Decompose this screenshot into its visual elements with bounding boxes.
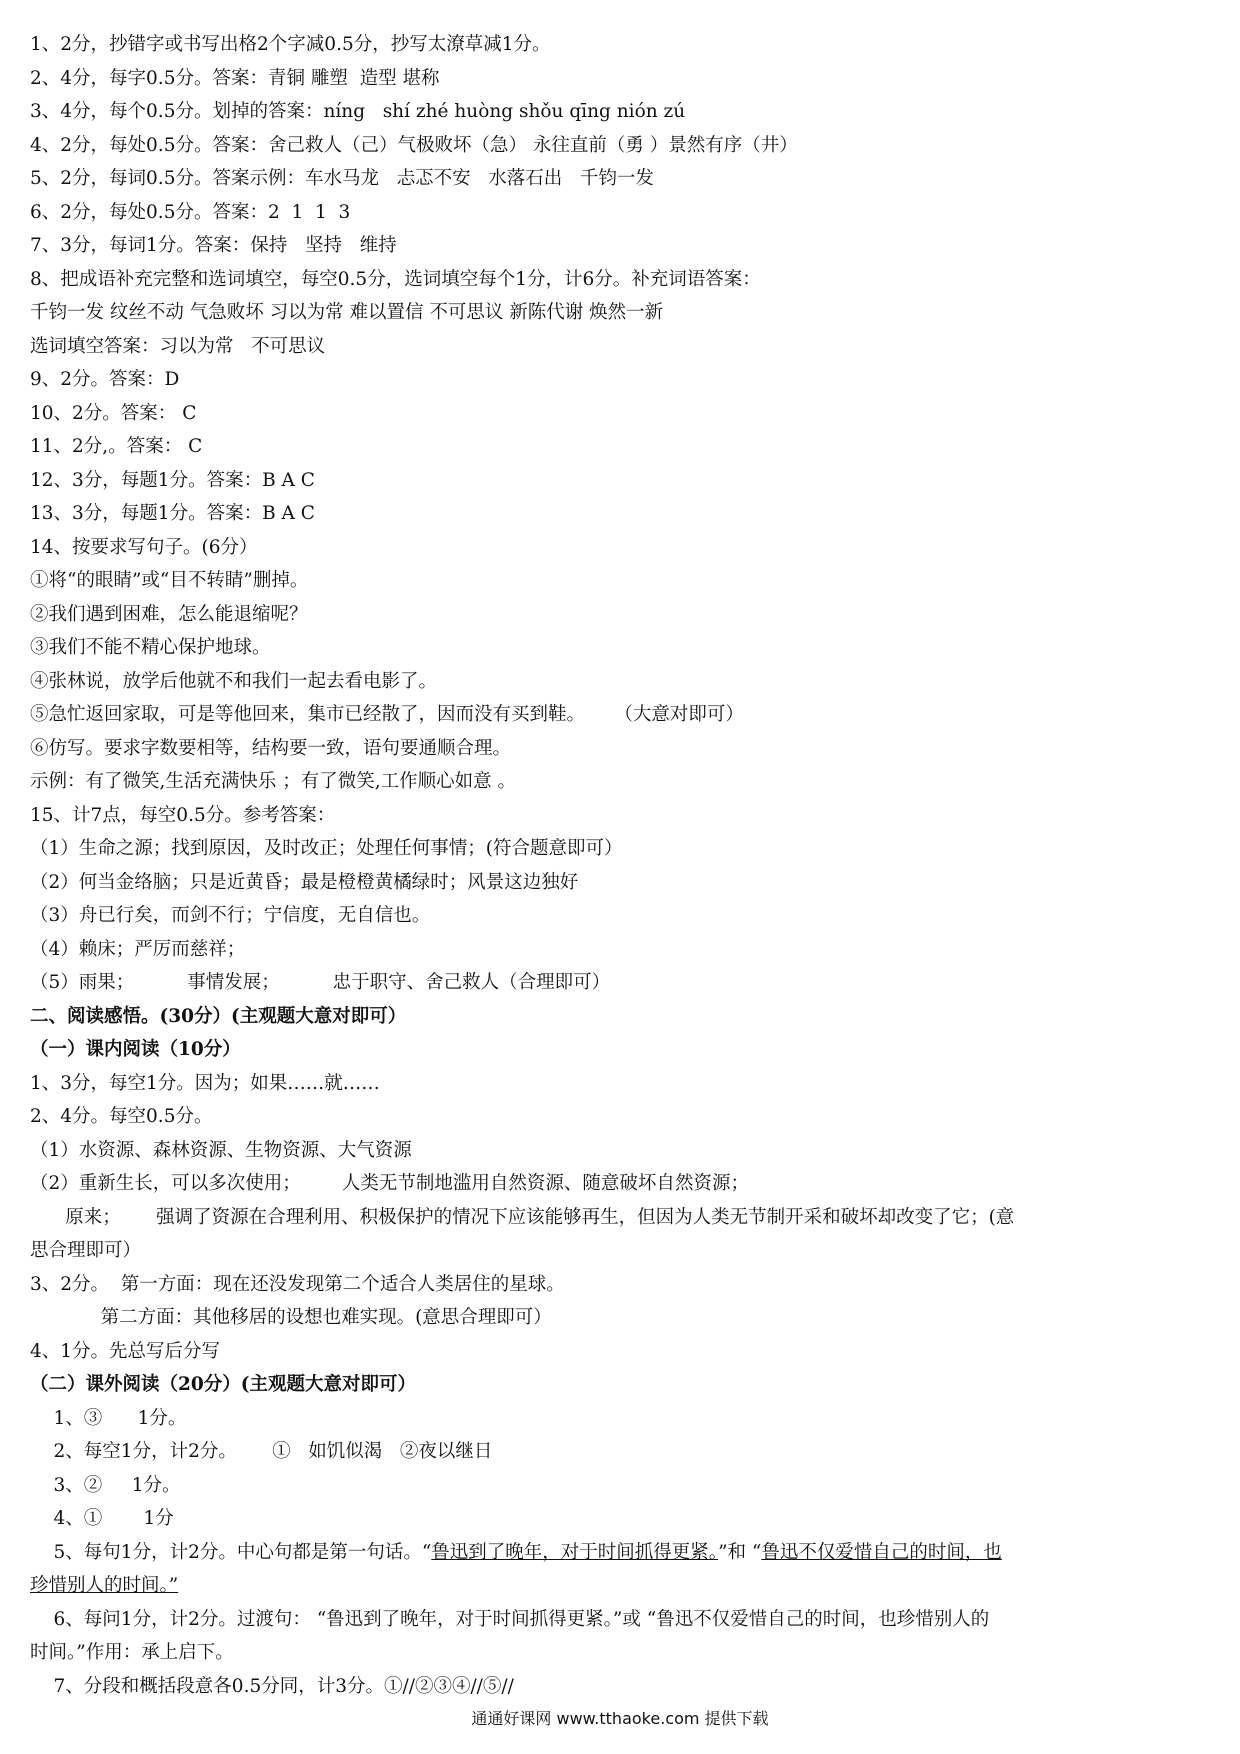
answer-key-document <box>30 28 1210 1703</box>
answer-line <box>30 1402 1210 1436</box>
answer-line <box>30 1536 1210 1570</box>
line-text: 思合理即可） <box>30 1240 142 1261</box>
line-text: 3、② 1分。 <box>30 1474 181 1496</box>
line-text: 12、3分，每题1分。答案：B A C <box>30 469 315 491</box>
answer-line <box>30 464 1210 498</box>
answer-line <box>30 665 1210 699</box>
answer-line <box>30 1201 1210 1235</box>
line-text: 7、分段和概括段意各0.5分同，计3分。①//②③④//⑤// <box>30 1675 514 1697</box>
line-text: 2、每空1分，计2分。 ① 如饥似渴 ②夜以继日 <box>30 1441 493 1462</box>
answer-line <box>30 162 1210 196</box>
line-text: （2）何当金络脑；只是近黄昏；最是橙橙黄橘绿时；风景这边独好 <box>30 871 579 893</box>
answer-line <box>30 698 1210 732</box>
answer-line <box>30 330 1210 364</box>
answer-line <box>30 1234 1210 1268</box>
answer-line <box>30 564 1210 598</box>
line-text: 1、③ 1分。 <box>30 1407 187 1429</box>
answer-line <box>30 430 1210 464</box>
line-text: （4）赖床；严厉而慈祥； <box>30 938 246 960</box>
answer-line <box>30 497 1210 531</box>
answer-line <box>30 28 1210 62</box>
answer-line <box>30 933 1210 967</box>
underlined-text: 珍惜别人的时间。” <box>30 1575 179 1596</box>
line-text: 9、2分。答案：D <box>30 369 180 390</box>
answer-line <box>30 1603 1210 1637</box>
answer-line <box>30 1569 1210 1603</box>
line-text: 6、每问1分，计2分。过渡句： “鲁迅到了晚年，对于时间抓得更紧。”或 “鲁迅不仅爱惜自己的时间，也珍惜别人的 <box>30 1608 990 1630</box>
line-text: 4、1分。先总写后分写 <box>30 1340 221 1362</box>
line-text: 5、每句1分，计2分。中心句都是第一句话。“ <box>30 1541 432 1563</box>
answer-line <box>30 1502 1210 1536</box>
line-text: ④张林说，放学后他就不和我们一起去看电影了。 <box>30 670 438 692</box>
answer-line <box>30 1268 1210 1302</box>
line-text: ⑥仿写。要求字数要相等，结构要一致，语句要通顺合理。 <box>30 737 512 759</box>
line-text: 示例：有了微笑,生活充满快乐 ；有了微笑,工作顺心如意 。 <box>30 771 517 792</box>
line-text: （5）雨果； 事情发展； 忠于职守、舍己救人（合理即可） <box>30 972 611 993</box>
answer-line <box>30 363 1210 397</box>
underlined-text: 鲁迅不仅爱惜自己的时间，也 <box>761 1541 1002 1563</box>
answer-line <box>30 1368 1210 1402</box>
answer-line <box>30 1335 1210 1369</box>
line-text: （二）课外阅读（20分）(主观题大意对即可） <box>30 1374 416 1395</box>
answer-line <box>30 229 1210 263</box>
answer-line <box>30 1469 1210 1503</box>
line-text: 8、把成语补充完整和选词填空，每空0.5分，选词填空每个1分，计6分。补充词语答案： <box>30 268 761 290</box>
line-text: ”和 “ <box>718 1541 762 1563</box>
answer-line <box>30 866 1210 900</box>
answer-line <box>30 899 1210 933</box>
answer-line <box>30 1670 1210 1704</box>
line-text: 原来； 强调了资源在合理利用、积极保护的情况下应该能够再生，但因为人类无节制开采和破坏却改变了它；(意 <box>30 1206 1015 1228</box>
underlined-text: 鲁迅到了晚年，对于时间抓得更紧。 <box>431 1541 719 1563</box>
line-text: 2、4分，每字0.5分。答案：青铜 雕塑 造型 堪称 <box>30 67 440 89</box>
line-text: （1）生命之源；找到原因，及时改正；处理任何事情；(符合题意即可） <box>30 838 623 859</box>
line-text: 4、2分，每处0.5分。答案：舍己救人（己）气极败坏（急） 永往直前（勇 ）景然有序（井） <box>30 134 798 156</box>
answer-line <box>30 531 1210 565</box>
page-footer: 通通好课网 www.tthaoke.com 提供下载 <box>471 1709 769 1728</box>
line-text: ⑤急忙返回家取，可是等他回来，集市已经散了，因而没有买到鞋。 （大意对即可） <box>30 704 744 725</box>
line-text: （2）重新生长，可以多次使用； 人类无节制地滥用自然资源、随意破坏自然资源； <box>30 1173 749 1194</box>
answer-line <box>30 1100 1210 1134</box>
line-text: 7、3分，每词1分。答案：保持 坚持 维持 <box>30 235 397 256</box>
line-text: 6、2分，每处0.5分。答案：2 1 1 3 <box>30 201 351 223</box>
line-text: 时间。”作用：承上启下。 <box>30 1642 234 1663</box>
answer-line <box>30 1000 1210 1034</box>
line-text: 1、3分，每空1分。因为；如果……就…… <box>30 1072 380 1094</box>
answer-line <box>30 598 1210 632</box>
line-text: （1）水资源、森林资源、生物资源、大气资源 <box>30 1139 412 1161</box>
line-text: 2、4分。每空0.5分。 <box>30 1106 213 1127</box>
answer-line <box>30 631 1210 665</box>
line-text: 选词填空答案：习以为常 不可思议 <box>30 335 326 357</box>
answer-line <box>30 62 1210 96</box>
answer-line <box>30 1033 1210 1067</box>
line-text: 10、2分。答案： C <box>30 402 197 424</box>
answer-line <box>30 1301 1210 1335</box>
answer-line <box>30 397 1210 431</box>
answer-line <box>30 263 1210 297</box>
answer-line <box>30 799 1210 833</box>
answer-line <box>30 732 1210 766</box>
line-text: 14、按要求写句子。(6分） <box>30 536 258 558</box>
line-text: 4、① 1分 <box>30 1508 174 1529</box>
line-text: ②我们遇到困难，怎么能退缩呢？ <box>30 603 308 625</box>
answer-line <box>30 832 1210 866</box>
line-text: （3）舟已行矣，而剑不行；宁信度，无自信也。 <box>30 905 431 926</box>
line-text: 3、4分，每个0.5分。划掉的答案：níng shí zhé huòng shǒu qīng nión zú <box>30 101 686 122</box>
line-text: ①将“的眼睛”或“目不转睛”删掉。 <box>30 570 309 591</box>
line-text: 15、计7点，每空0.5分。参考答案： <box>30 804 336 826</box>
answer-line <box>30 196 1210 230</box>
line-text: ③我们不能不精心保护地球。 <box>30 637 271 658</box>
line-text: 11、2分,。答案： C <box>30 436 203 457</box>
line-text: 二、阅读感悟。(30分）(主观题大意对即可） <box>30 1005 407 1027</box>
line-text: 5、2分，每词0.5分。答案示例：车水马龙 忐忑不安 水落石出 千钧一发 <box>30 168 654 189</box>
answer-line <box>30 129 1210 163</box>
answer-line <box>30 296 1210 330</box>
answer-line <box>30 1134 1210 1168</box>
answer-line <box>30 1636 1210 1670</box>
answer-line <box>30 966 1210 1000</box>
line-text: 1、2分，抄错字或书写出格2个字减0.5分，抄写太潦草减1分。 <box>30 34 551 55</box>
line-text: 3、2分。 第一方面：现在还没发现第二个适合人类居住的星球。 <box>30 1273 565 1295</box>
line-text: 千钧一发 纹丝不动 气急败坏 习以为常 难以置信 不可思议 新陈代谢 焕然一新 <box>30 302 664 323</box>
answer-line <box>30 1435 1210 1469</box>
line-text: 第二方面：其他移居的设想也难实现。(意思合理即可） <box>30 1307 552 1328</box>
line-text: （一）课内阅读（10分） <box>30 1039 241 1060</box>
answer-line <box>30 765 1210 799</box>
answer-line <box>30 1167 1210 1201</box>
answer-line <box>30 95 1210 129</box>
line-text: 13、3分，每题1分。答案：B A C <box>30 503 315 524</box>
answer-line <box>30 1067 1210 1101</box>
